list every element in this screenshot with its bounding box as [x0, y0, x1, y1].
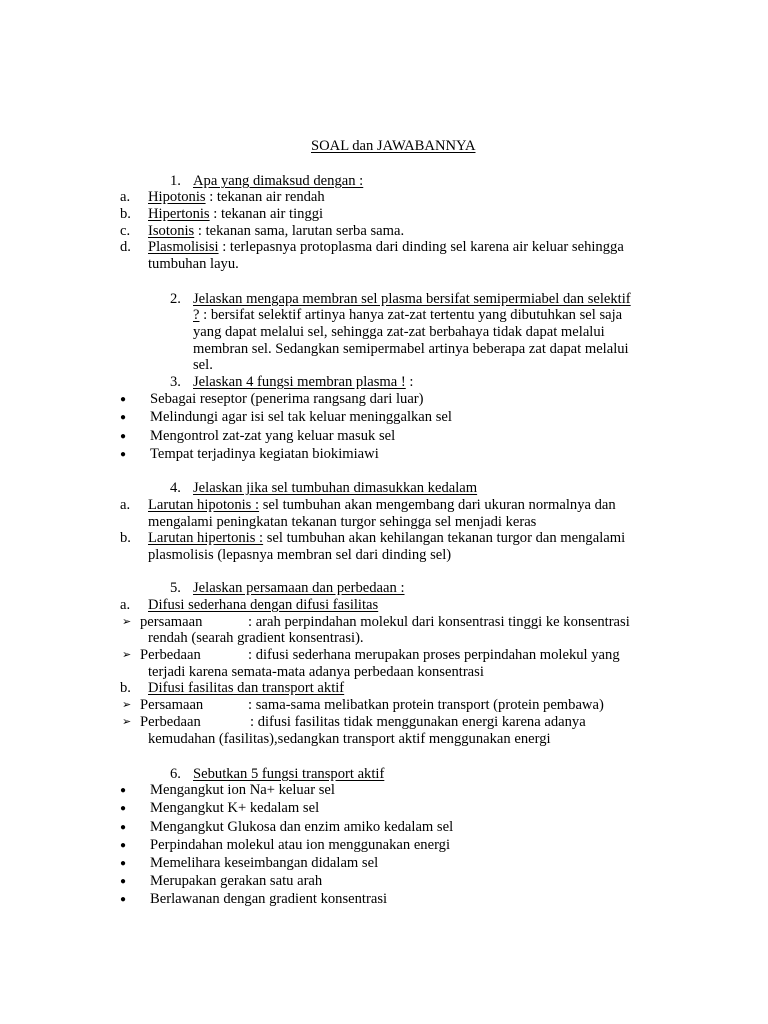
q3-bullet-item: Sebagai reseptor (penerima rangsang dari luar) — [150, 391, 424, 407]
q5-number: 5. — [170, 580, 181, 596]
q6-number: 6. — [170, 766, 181, 782]
bullet-icon: ● — [120, 876, 127, 887]
arrow-bullet-icon: ➢ — [122, 616, 132, 628]
q3-bullet-item: Tempat terjadinya kegiatan biokimiawi — [150, 446, 379, 462]
q5a-row-continuation: terjadi karena semata-mata adanya perbedaan konsentrasi — [148, 664, 484, 680]
q5b-row-text: : difusi fasilitas tidak menggunakan energi karena adanya — [250, 714, 586, 730]
q2-answer: ? : bersifat selektif artinya hanya zat-zat tertentu yang dibutuhkan sel saja — [193, 307, 623, 323]
q5b-row-text: : sama-sama melibatkan protein transport (protein pembawa) — [248, 697, 604, 713]
q1-number: 1. — [170, 173, 181, 189]
q5b-row-continuation: kemudahan (fasilitas),sedangkan transport aktif menggunakan energi — [148, 731, 551, 747]
bullet-icon: ● — [120, 803, 127, 814]
q1-question: Apa yang dimaksud dengan : — [193, 173, 364, 189]
bullet-icon: ● — [120, 412, 127, 423]
q6-bullet-item: Memelihara keseimbangan didalam sel — [150, 855, 379, 871]
q6-bullet-item: Mengangkut K+ kedalam sel — [150, 800, 320, 816]
q5b-row-label: Perbedaan — [140, 714, 201, 730]
q4-item: Larutan hipotonis : sel tumbuhan akan mengembang dari ukuran normalnya dan — [148, 497, 616, 513]
q1-item-continuation: tumbuhan layu. — [148, 256, 239, 272]
q1-item: Plasmolisisi : terlepasnya protoplasma dari dinding sel karena air keluar sehingga — [148, 239, 624, 255]
q2-answer-line: sel. — [193, 357, 213, 373]
q5a-row-label: persamaan — [140, 614, 203, 630]
q4-item-marker: a. — [120, 497, 131, 513]
q4-item-continuation: mengalami peningkatan tekanan turgor sehingga sel menjadi keras — [148, 514, 537, 530]
q6-bullet-item: Mengangkut ion Na+ keluar sel — [150, 782, 335, 798]
arrow-bullet-icon: ➢ — [122, 699, 132, 711]
q1-item: Isotonis : tekanan sama, larutan serba sama. — [148, 223, 405, 239]
q4-question: Jelaskan jika sel tumbuhan dimasukkan kedalam — [193, 480, 478, 496]
page-title: SOAL dan JAWABANNYA — [311, 138, 476, 154]
q1-item: Hipotonis : tekanan air rendah — [148, 189, 325, 205]
q1-item-marker: d. — [120, 239, 131, 255]
q6-bullet-item: Merupakan gerakan satu arah — [150, 873, 323, 889]
q4-item-continuation: plasmolisis (lepasnya membran sel dari dinding sel) — [148, 547, 452, 563]
q2-answer-line: membran sel. Sedangkan semipermabel artinya beberapa zat dapat melalui — [193, 341, 629, 357]
q5-question: Jelaskan persamaan dan perbedaan : — [193, 580, 405, 596]
q3-bullet-item: Melindungi agar isi sel tak keluar meninggalkan sel — [150, 409, 452, 425]
q5a-row-label: Perbedaan — [140, 647, 201, 663]
q5a-row-text: : difusi sederhana merupakan proses perpindahan molekul yang — [248, 647, 620, 663]
q3-question: Jelaskan 4 fungsi membran plasma ! : — [193, 374, 414, 390]
q4-item: Larutan hipertonis : sel tumbuhan akan kehilangan tekanan turgor dan mengalami — [148, 530, 626, 546]
q1-item-marker: c. — [120, 223, 131, 239]
q1-item-marker: a. — [120, 189, 131, 205]
bullet-icon: ● — [120, 840, 127, 851]
bullet-icon: ● — [120, 822, 127, 833]
q4-number: 4. — [170, 480, 181, 496]
q5a-row-continuation: rendah (searah gradient konsentrasi). — [148, 630, 364, 646]
q6-bullet-item: Mengangkut Glukosa dan enzim amiko kedalam sel — [150, 819, 454, 835]
q2-question: Jelaskan mengapa membran sel plasma bersifat semipermiabel dan selektif — [193, 291, 631, 307]
bullet-icon: ● — [120, 858, 127, 869]
bullet-icon: ● — [120, 431, 127, 442]
q6-bullet-item: Berlawanan dengan gradient konsentrasi — [150, 891, 388, 907]
bullet-icon: ● — [120, 894, 127, 905]
q2-answer-line: yang dapat melalui sel, sehingga zat-zat berbahaya tidak dapat melalui — [193, 324, 605, 340]
q5a-row-text: : arah perpindahan molekul dari konsentrasi tinggi ke konsentrasi — [248, 614, 630, 630]
arrow-bullet-icon: ➢ — [122, 716, 132, 728]
q6-bullet-item: Perpindahan molekul atau ion menggunakan energi — [150, 837, 451, 853]
q5b-heading: Difusi fasilitas dan transport aktif — [148, 680, 345, 696]
bullet-icon: ● — [120, 394, 127, 405]
q5a-marker: a. — [120, 597, 131, 613]
q6-question: Sebutkan 5 fungsi transport aktif — [193, 766, 385, 782]
q1-item: Hipertonis : tekanan air tinggi — [148, 206, 324, 222]
q4-item-marker: b. — [120, 530, 131, 546]
bullet-icon: ● — [120, 449, 127, 460]
q5a-heading: Difusi sederhana dengan difusi fasilitas — [148, 597, 379, 613]
q3-number: 3. — [170, 374, 181, 390]
q5b-marker: b. — [120, 680, 131, 696]
bullet-icon: ● — [120, 785, 127, 796]
q3-bullet-item: Mengontrol zat-zat yang keluar masuk sel — [150, 428, 396, 444]
q1-item-marker: b. — [120, 206, 131, 222]
q2-number: 2. — [170, 291, 181, 307]
arrow-bullet-icon: ➢ — [122, 649, 132, 661]
q5b-row-label: Persamaan — [140, 697, 204, 713]
